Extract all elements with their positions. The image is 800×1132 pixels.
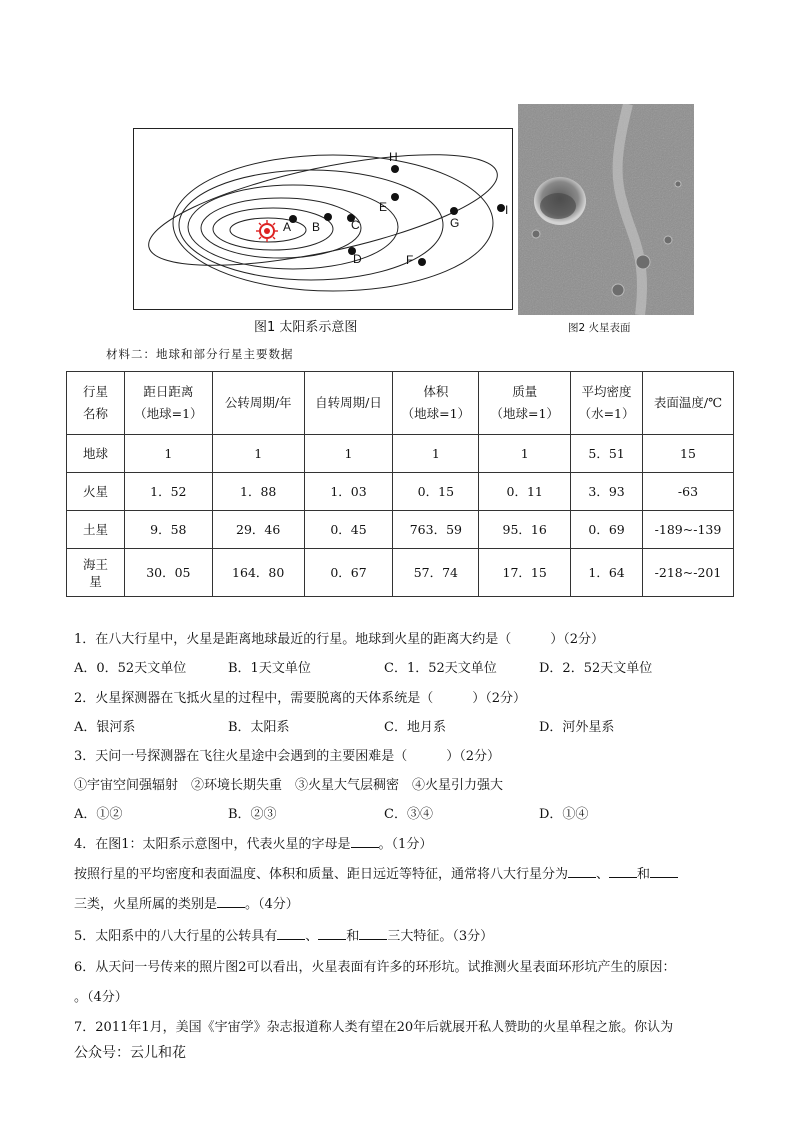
q1-option-b[interactable]: B．1天文单位 — [228, 661, 311, 676]
header-volume: 体积 （地球=1） — [393, 372, 479, 435]
table-cell: 95．16 — [479, 511, 571, 549]
label-i: I — [505, 203, 509, 217]
table-cell: 1．52 — [124, 473, 212, 511]
label-f: F — [406, 253, 414, 267]
table-cell: 1．03 — [304, 473, 393, 511]
q2-option-b[interactable]: B．太阳系 — [228, 720, 290, 735]
label-a: A — [283, 220, 292, 234]
planet-h — [391, 165, 399, 173]
table-cell: 29．46 — [212, 511, 304, 549]
question-7: 7．2011年1月，美国《宇宙学》杂志报道称人类有望在20年后就展开私人赞助的火星单程之旅。你认为 — [74, 1020, 674, 1035]
table-cell: 15 — [643, 435, 734, 473]
table-cell: -63 — [643, 473, 734, 511]
header-rotation: 自转周期/日 — [304, 372, 393, 435]
question-5: 5．太阳系中的八大行星的公转具有 、 和 三大特征。（3分） — [74, 929, 494, 944]
table-cell: 0．67 — [304, 549, 393, 597]
answer-blank[interactable] — [650, 865, 678, 878]
table-cell: 1 — [393, 435, 479, 473]
solar-system-diagram — [133, 128, 513, 310]
planet-e — [391, 193, 399, 201]
table-cell: 164．80 — [212, 549, 304, 597]
table-cell: 30．05 — [124, 549, 212, 597]
table-cell: 17．15 — [479, 549, 571, 597]
table-row — [67, 511, 734, 549]
table-cell: 1 — [124, 435, 212, 473]
table-cell: -189~-139 — [643, 511, 734, 549]
figure2-caption: 图2 火星表面 — [568, 322, 631, 334]
solar-system-figure — [133, 128, 513, 310]
question-6-end: 。（4分） — [74, 990, 128, 1005]
mars-surface-image — [518, 104, 694, 315]
q3-option-d[interactable]: D．①④ — [539, 807, 589, 822]
table-cell: 5．51 — [571, 435, 643, 473]
header-planet: 行星 名称 — [67, 372, 125, 435]
q3-option-b[interactable]: B．②③ — [228, 807, 277, 822]
table-row — [67, 435, 734, 473]
table-cell: 1 — [304, 435, 393, 473]
table-cell: 1 — [212, 435, 304, 473]
footer-account: 公众号：云儿和花 — [74, 1045, 186, 1061]
table-cell: 763．59 — [393, 511, 479, 549]
table-cell: 9．58 — [124, 511, 212, 549]
material2-title: 材料二：地球和部分行星主要数据 — [106, 347, 294, 361]
table-cell: 0．15 — [393, 473, 479, 511]
q1-option-a[interactable]: A．0．52天文单位 — [74, 661, 187, 676]
question-6: 6．从天问一号传来的照片图2可以看出，火星表面有许多的环形坑。试推测火星表面环形坑产生的原因： — [74, 960, 676, 975]
table-cell: 1．88 — [212, 473, 304, 511]
table-cell: -218~-201 — [643, 549, 734, 597]
table-cell: 0．45 — [304, 511, 393, 549]
table-cell: 0．11 — [479, 473, 571, 511]
label-h: H — [389, 150, 398, 164]
label-d: D — [353, 252, 362, 266]
planet-f — [418, 258, 426, 266]
label-c: C — [351, 218, 360, 232]
planet-g — [450, 207, 458, 215]
sun-icon — [256, 220, 278, 242]
header-mass: 质量 （地球=1） — [479, 372, 571, 435]
answer-blank[interactable] — [277, 927, 305, 940]
table-cell: 57．74 — [393, 549, 479, 597]
table-row — [67, 473, 734, 511]
answer-blank[interactable] — [609, 865, 637, 878]
question-1: 1．在八大行星中，火星是距离地球最近的行星。地球到火星的距离大约是（ ）（2分） — [74, 632, 605, 647]
table-cell: 1．64 — [571, 549, 643, 597]
question-4-part3: 三类，火星所属的类别是 。（4分） — [74, 897, 299, 912]
table-row — [67, 549, 734, 597]
table-cell: 3．93 — [571, 473, 643, 511]
table-header-row — [67, 372, 734, 435]
answer-blank[interactable] — [351, 835, 379, 848]
q3-option-c[interactable]: C．③④ — [384, 807, 433, 822]
table-cell: 1 — [479, 435, 571, 473]
header-distance: 距日距离 （地球=1） — [124, 372, 212, 435]
q2-option-c[interactable]: C．地月系 — [384, 720, 446, 735]
question-4-part2: 按照行星的平均密度和表面温度、体积和质量、距日远近等特征，通常将八大行星分为 、 和 — [74, 863, 678, 882]
table-cell: 火星 — [67, 473, 125, 511]
mars-surface-photo — [518, 104, 694, 315]
header-revolution: 公转周期/年 — [212, 372, 304, 435]
header-temperature: 表面温度/℃ — [643, 372, 734, 435]
table-cell: 海王星 — [67, 549, 125, 597]
label-e: E — [379, 200, 388, 214]
planet-b — [324, 213, 332, 221]
label-g: G — [450, 216, 460, 230]
table-cell: 0．69 — [571, 511, 643, 549]
answer-blank[interactable] — [568, 865, 596, 878]
table-cell: 土星 — [67, 511, 125, 549]
planet-data-table — [66, 371, 734, 597]
question-2: 2．火星探测器在飞抵火星的过程中，需要脱离的天体系统是（ ）（2分） — [74, 691, 527, 706]
question-3: 3．天问一号探测器在飞往火星途中会遇到的主要困难是（ ）（2分） — [74, 749, 501, 764]
planet-i — [497, 204, 505, 212]
q2-option-d[interactable]: D．河外星系 — [539, 720, 615, 735]
q2-option-a[interactable]: A．银河系 — [74, 720, 136, 735]
question-4: 4．在图1：太阳系示意图中，代表火星的字母是 。（1分） — [74, 837, 433, 852]
table-cell: 地球 — [67, 435, 125, 473]
q3-option-a[interactable]: A．①② — [74, 807, 123, 822]
answer-blank[interactable] — [359, 927, 387, 940]
q1-option-d[interactable]: D．2．52天文单位 — [539, 661, 653, 676]
q1-option-c[interactable]: C．1．52天文单位 — [384, 661, 497, 676]
label-b: B — [312, 220, 321, 234]
header-density: 平均密度 （水=1） — [571, 372, 643, 435]
answer-blank[interactable] — [318, 927, 346, 940]
figure1-caption: 图1 太阳系示意图 — [254, 320, 358, 335]
question-3-items: ①宇宙空间强辐射 ②环境长期失重 ③火星大气层稠密 ④火星引力强大 — [74, 778, 504, 793]
answer-blank[interactable] — [217, 895, 245, 908]
